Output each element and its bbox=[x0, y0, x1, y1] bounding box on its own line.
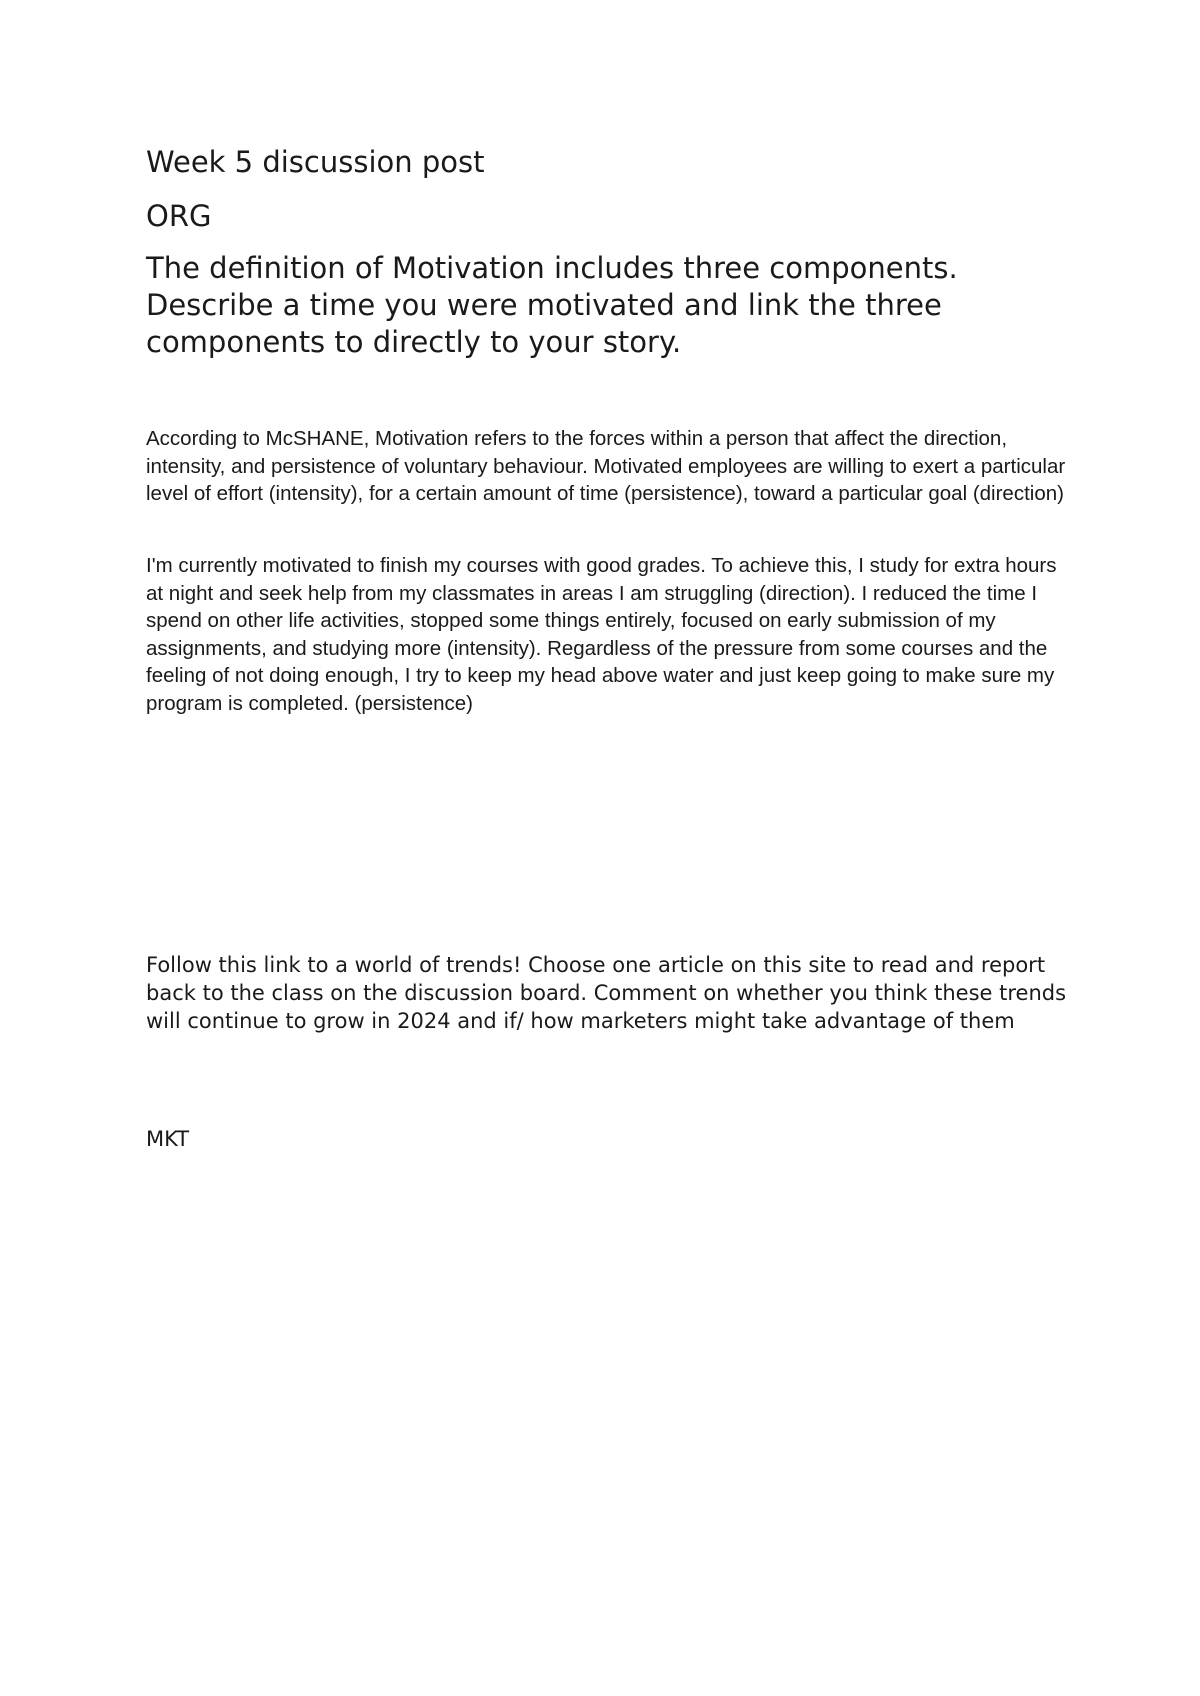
section-label-mkt: MKT bbox=[146, 1127, 190, 1151]
paragraph-definition: According to McSHANE, Motivation refers to the forces within a person that affect the direction, intensity, and persistence of voluntary behaviour. Motivated employees are willing to exert a particular level of effort (intensity), for a certain amount of time (persistence), toward a particular goal (direction) bbox=[146, 427, 1066, 506]
followup-prompt: Follow this link to a world of trends! Choose one article on this site to read and report back to the class on the discussion board. Comment on whether you think these trends will continue to grow in 2024 and if/ how marketers might take advantage of them bbox=[146, 953, 1067, 1033]
document-title: Week 5 discussion post bbox=[146, 145, 485, 179]
discussion-question: The definition of Motivation includes three components. Describe a time you were motivated and link the three components to directly to your story. bbox=[146, 251, 958, 359]
paragraph-story: I'm currently motivated to finish my courses with good grades. To achieve this, I study for extra hours at night and seek help from my classmates in areas I am struggling (direction). I reduced the time I spend on other life activities, stopped some things entirely, focused on early submission of my assignments, and studying more (intensity). Regardless of the pressure from some courses and the feeling of not doing enough, I try to keep my head above water and just keep going to make sure my program is completed. (persistence) bbox=[146, 554, 1057, 715]
section-heading-org: ORG bbox=[146, 199, 212, 233]
